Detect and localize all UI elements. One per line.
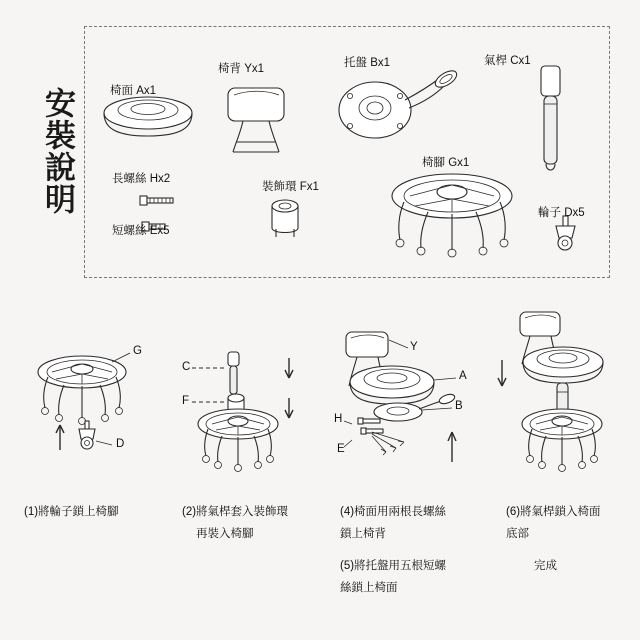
callout-f: F: [182, 395, 190, 407]
callout-e: E: [337, 443, 345, 455]
callout-c: C: [182, 361, 191, 373]
caption-step4-b: 鎖上椅背: [340, 528, 386, 540]
part-label-backrest: 椅背 Yx1: [218, 63, 265, 75]
caption-step1: (1)將輪子鎖上椅腳: [24, 506, 119, 518]
part-label-long-screw: 長螺絲 Hx2: [112, 173, 171, 185]
caption-step5-a: (5)將托盤用五根短螺: [340, 560, 447, 572]
caption-step2-a: (2)將氣桿套入裝飾環: [182, 506, 289, 518]
part-label-gaslift: 氣桿 Cx1: [484, 55, 531, 67]
callout-d: D: [116, 438, 125, 450]
step4-drawing: [344, 332, 456, 462]
caption-step2-b: 再裝入椅腳: [196, 528, 254, 540]
step6-drawing: [498, 312, 603, 472]
part-label-trim-ring: 裝飾環 Fx1: [262, 181, 319, 193]
callout-a: A: [459, 370, 467, 382]
page-title: 安裝說明: [40, 87, 75, 215]
callout-b: B: [455, 400, 463, 412]
part-label-short-screw: 短螺絲 Ex5: [112, 225, 170, 237]
caption-step6-b: 底部: [506, 528, 529, 540]
caption-step5-b: 絲鎖上椅面: [340, 582, 398, 594]
step2-drawing: [192, 352, 293, 472]
step1-drawing: [38, 353, 130, 450]
caption-step4-a: (4)椅面用兩根長螺絲: [340, 506, 447, 518]
callout-g: G: [133, 345, 142, 357]
part-label-base: 椅腳 Gx1: [422, 157, 470, 169]
part-label-tray: 托盤 Bx1: [344, 57, 391, 69]
callout-y: Y: [410, 341, 418, 353]
caption-step6-a: (6)將氣桿鎖入椅面: [506, 506, 601, 518]
callout-h: H: [334, 413, 343, 425]
part-label-seat: 椅面 Ax1: [110, 85, 157, 97]
part-label-caster: 輪子 Dx5: [538, 207, 585, 219]
caption-done: 完成: [534, 560, 557, 572]
